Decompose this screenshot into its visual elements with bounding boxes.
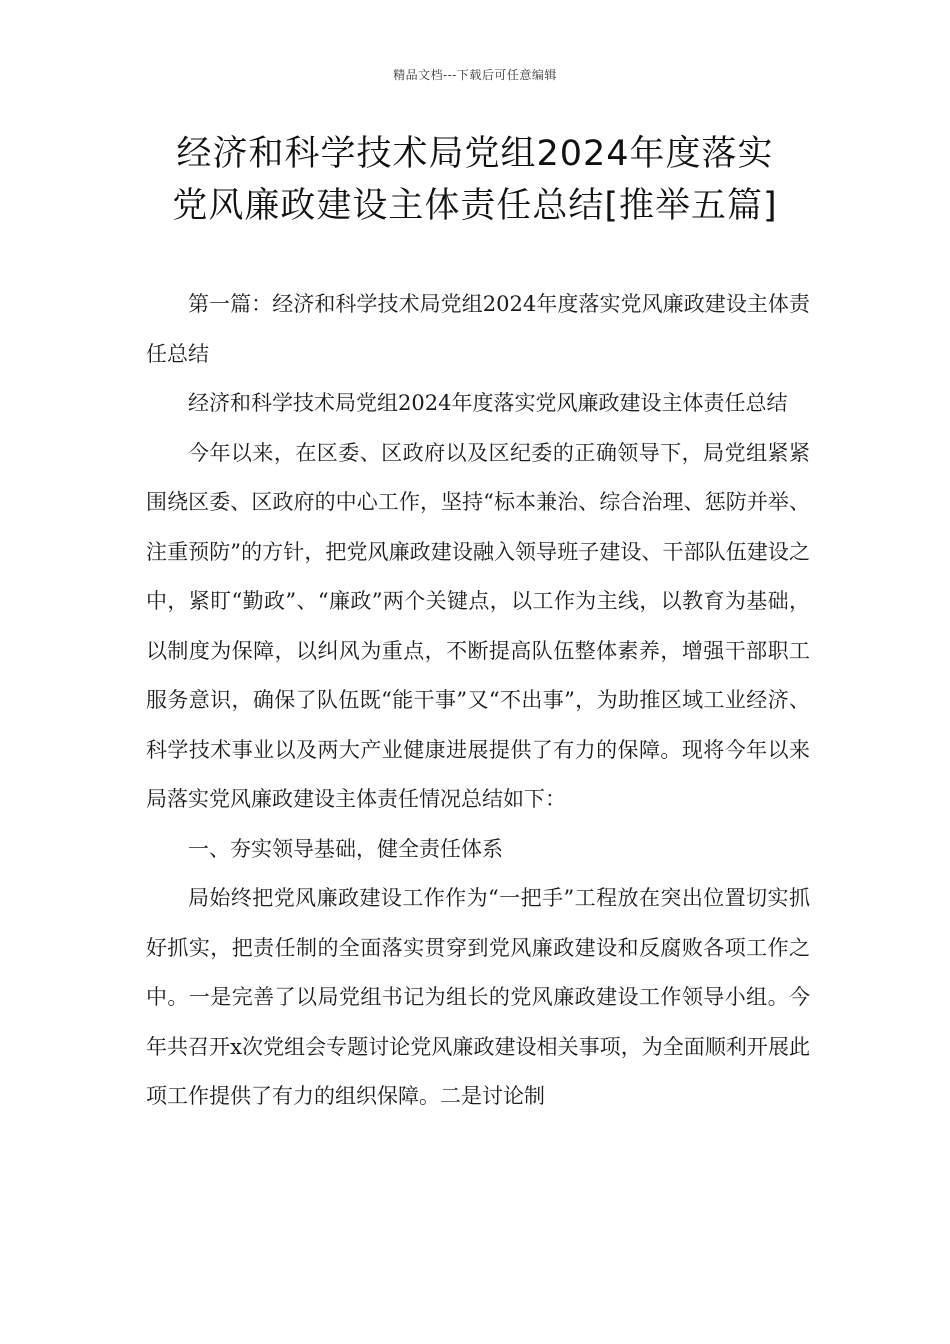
title-line-1: 经济和科学技术局党组2024年度落实 bbox=[176, 134, 774, 174]
paragraph-heading-one: 一、夯实领导基础，健全责任体系 bbox=[188, 836, 503, 861]
document-title bbox=[60, 128, 890, 232]
paragraph-subtitle: 经济和科学技术局党组2024年度落实党风廉政建设主体责任总结 bbox=[188, 391, 788, 415]
paragraph-intro: 今年以来，在区委、区政府以及区纪委的正确领导下，局党组紧紧围绕区委、区政府的中心工作，坚持“标本兼治、综合治理、惩防并举、注重预防”的方针，把党风廉政建设融入领导班子建设、干部队伍建设之中，紧盯“勤政”、“廉政”两个关键点，以工作为主线，以教育为基础，以制度为保障，以纠风为重点，不断提高队伍整体素养，增强干部职工服务意识，确保了队伍既“能干事”又“不出事”，为助推区域工业经济、科学技术事业以及两大产业健康进展提供了有力的保障。现将今年以来局落实党风廉政建设主体责任情况总结如下： bbox=[146, 440, 810, 811]
title-line-2: 党风廉政建设主体责任总结[推举五篇] bbox=[172, 186, 778, 226]
paragraph-body: 局始终把党风廉政建设工作作为“一把手”工程放在突出位置切实抓好抓实，把责任制的全面落实贯穿到党风廉政建设和反腐败各项工作之中。一是完善了以局党组书记为组长的党风廉政建设工作领导小组。今年共召开x次党组会专题讨论党风廉政建设相关事项，为全面顺利开展此项工作提供了有力的组织保障。二是讨论制 bbox=[146, 886, 810, 1108]
document-body bbox=[146, 280, 810, 1122]
paragraph-section-heading: 第一篇：经济和科学技术局党组2024年度落实党风廉政建设主体责任总结 bbox=[146, 292, 810, 366]
header-note: 精品文档---下载后可任意编辑 bbox=[393, 68, 557, 82]
